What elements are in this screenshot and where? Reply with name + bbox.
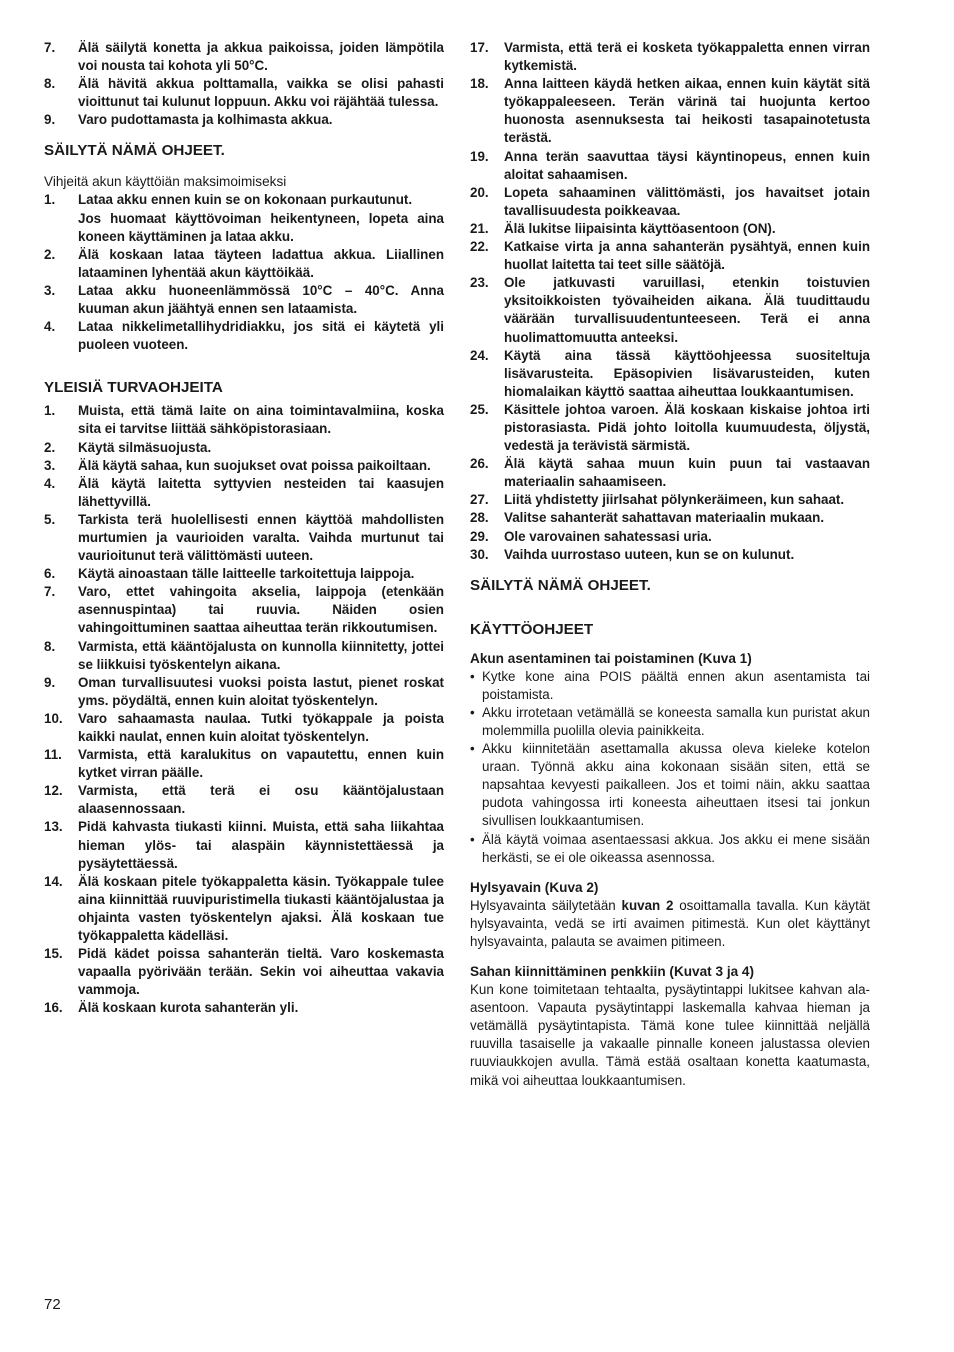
bench-mounting-text: Kun kone toimitetaan tehtaalta, pysäytintappi lukitsee kahvan ala-asentoon. Vapauta pysäytintappi laskemalla kahvaa hieman ja vetämällä pysäytintapista. Tämä kone tulee kiinnittää neljällä ruuvilla tasaiselle ja vakaalle pinnalle koneen jalustassa olevien ruuviaukkojen avulla. Tämä estää osaltaan konetta kaatumasta, mikä voi aiheuttaa loukkaantumisen.: [470, 982, 870, 1088]
general-safety-list-continued: [470, 39, 870, 564]
item-text: Lopeta sahaaminen välittömästi, jos havaitset jotain tavallisuudesta poikkeavaa.: [504, 184, 870, 218]
item-number: 15.: [44, 946, 63, 962]
item-text: Anna laitteen käydä hetken aikaa, ennen kuin käytät sitä työkappaleeseen. Terän värinä tai huojunta kertoo huonosta asennuksesta tai heikosti tasapainotetusta terästä.: [504, 76, 870, 146]
item-text: Jos huomaat käyttövoiman heikentyneen, lopeta aina koneen käyttäminen ja lataa akku.: [78, 210, 444, 244]
bullet-text: Älä käytä voimaa asentaessasi akkua. Jos akku ei mene sisään herkästi, se ei ole oikeassa asennossa.: [482, 831, 870, 865]
list-item: [470, 184, 870, 220]
item-text: Ole jatkuvasti varuillasi, etenkin toistuvien yksitoikkoisten työvaiheiden aikana. Älä tuudittaudu väärään turvallisuudentunteeseen. Terä ei anna huolimattomuutta anteeksi.: [504, 275, 870, 345]
item-number: 25.: [470, 401, 489, 417]
item-text: Varo, ettet vahingoita akselia, laippoja (etenkään asennuspintaa) tai ruuvia. Näiden osien vahingoittuminen saattaa aiheuttaa terän rikkoutumisen.: [78, 584, 444, 636]
bullet-item: [470, 668, 870, 704]
item-number: 28.: [470, 510, 489, 526]
battery-install-heading: Akun asentaminen tai poistaminen (Kuva 1): [470, 650, 752, 666]
item-text: Liitä yhdistetty jiirlsahat pölynkeräimeen, kun sahaat.: [504, 492, 845, 508]
bullet-icon: •: [470, 741, 475, 757]
socket-wrench-heading: Hylsyavain (Kuva 2): [470, 879, 599, 895]
item-text: Varo sahaamasta naulaa. Tutki työkappale ja poista kaikki naulat, ennen kuin aloitat työskentelyn.: [78, 710, 444, 744]
list-item: [44, 818, 444, 872]
list-item: [44, 111, 444, 129]
item-number: 11.: [44, 747, 62, 763]
list-item: [44, 191, 444, 209]
list-item: [44, 782, 444, 818]
left-column: [44, 39, 444, 1018]
item-number: 13.: [44, 819, 63, 835]
list-item: [44, 439, 444, 457]
list-item: [44, 210, 444, 246]
item-text: Varmista, että kääntöjalusta on kunnolla kiinnitetty, jottei se liikkuisi työskentelyn aikana.: [78, 638, 444, 672]
item-number: 21.: [470, 220, 489, 236]
item-text: Älä lukitse liipaisinta käyttöasentoon (ON).: [504, 220, 776, 236]
item-number: 24.: [470, 347, 489, 363]
item-number: 27.: [470, 492, 489, 508]
list-item: [470, 274, 870, 346]
item-number: 5.: [44, 511, 56, 527]
item-number: 18.: [470, 76, 489, 92]
list-item: [44, 999, 444, 1017]
item-number: [44, 210, 78, 246]
item-text: Älä käytä sahaa, kun suojukset ovat poissa paikoiltaan.: [78, 457, 431, 473]
item-number: 30.: [470, 546, 489, 562]
bench-mounting-heading: Sahan kiinnittäminen penkkiin (Kuvat 3 ja 4): [470, 964, 755, 980]
bullet-text: Kytke kone aina POIS päältä ennen akun asentamista tai poistamista.: [482, 668, 870, 702]
item-number: 16.: [44, 1000, 63, 1016]
list-item: [44, 674, 444, 710]
item-number: 17.: [470, 40, 489, 55]
list-item: [470, 491, 870, 509]
general-safety-list: [44, 402, 444, 1017]
bullet-item: [470, 831, 870, 867]
item-text: Varo pudottamasta ja kolhimasta akkua.: [78, 112, 333, 128]
battery-life-tips-list: [44, 191, 444, 354]
item-text: Varmista, että terä ei osu kääntöjalustaan alaasennossaan.: [78, 783, 444, 817]
list-item: [470, 220, 870, 238]
item-text: Vaihda uurrostaso uuteen, kun se on kulunut.: [504, 546, 795, 562]
list-item: [44, 638, 444, 674]
item-number: 1.: [44, 403, 56, 419]
storage-list: [44, 39, 444, 129]
item-text: Älä käytä laitetta syttyvien nesteiden tai kaasujen lähettyvillä.: [78, 475, 444, 509]
item-number: 2.: [44, 246, 56, 262]
item-number: 9.: [44, 112, 56, 128]
list-item: [470, 455, 870, 491]
battery-install-bullets: [470, 668, 870, 867]
list-item: [44, 565, 444, 583]
bullet-text: Akku irrotetaan vetämällä se koneesta samalla kun puristat akun molemmilla puolilla olevia painikkeita.: [482, 704, 870, 738]
item-number: 2.: [44, 439, 56, 455]
list-item: [470, 75, 870, 147]
item-text: Anna terän saavuttaa täysi käyntinopeus, ennen kuin aloitat sahaamisen.: [504, 148, 870, 182]
bullet-icon: •: [470, 831, 475, 847]
item-text: Käsittele johtoa varoen. Älä koskaan kiskaise johtoa irti pistorasiasta. Pidä johto loitolla kuumuudesta, öljystä, vedestä ja terävistä särmistä.: [504, 401, 870, 454]
list-item: [470, 148, 870, 184]
bullet-item: [470, 704, 870, 740]
list-item: [44, 710, 444, 746]
item-text: Lataa akku huoneenlämmössä 10°C – 40°C. Anna kuuman akun jäähtyä ennen sen lataamista.: [78, 282, 444, 317]
item-text: Älä koskaan kurota sahanterän yli.: [78, 1000, 299, 1016]
item-number: 9.: [44, 674, 56, 690]
item-text: Valitse sahanterät sahattavan materiaalin mukaan.: [504, 510, 825, 526]
save-instructions-heading: SÄILYTÄ NÄMÄ OHJEET.: [44, 142, 225, 160]
item-text: Lataa nikkelimetallihydridiakku, jos sitä ei käytetä yli puoleen vuoteen.: [78, 319, 444, 353]
item-text: Varmista, että karalukitus on vapautettu, ennen kuin kytket virran päälle.: [78, 747, 444, 781]
socket-wrench-text-part1: Hylsyavainta säilytetään: [470, 897, 622, 913]
item-number: 10.: [44, 710, 63, 726]
socket-wrench-text: [470, 897, 870, 951]
right-column: [470, 39, 870, 1090]
item-text: Katkaise virta ja anna sahanterän pysähtyä, ennen kuin huollat laitetta tai teet sille säätöjä.: [504, 239, 870, 273]
item-number: 7.: [44, 40, 56, 55]
item-text: Ole varovainen sahatessasi uria.: [504, 528, 712, 544]
item-number: 4.: [44, 319, 56, 335]
bullet-text: Akku kiinnitetään asettamalla akussa oleva kieleke kotelon uraan. Työnnä akku aina kokonaan sisään siten, että se napsahtaa kevyesti paikalleen. Jos et toimi näin, akku saattaa pudota vahingossa irti koneesta aiheuttaen itsesi tai jonkun sivullisen loukkaantumisen.: [482, 741, 870, 829]
item-text: Oman turvallisuutesi vuoksi poista lastut, pienet roskat yms. pöydältä, ennen kuin aloitat työskentelyn.: [78, 674, 444, 708]
item-number: 20.: [470, 184, 489, 200]
item-number: 4.: [44, 475, 56, 491]
item-text: Älä hävitä akkua polttamalla, vaikka se olisi pahasti vioittunut tai kulunut loppuun. Akku voi räjähtää tulessa.: [78, 76, 444, 110]
list-item: [44, 945, 444, 999]
list-item: [44, 402, 444, 438]
list-item: [44, 511, 444, 565]
bullet-icon: •: [470, 704, 475, 720]
item-text: Käytä aina tässä käyttöohjeessa suositeltuja lisävarusteita. Epäsopivien lisävarusteiden, kuten hiomalaikan käyttö saattaa aiheuttaa loukkaantumisen.: [504, 347, 870, 399]
item-number: 29.: [470, 528, 489, 544]
list-item: [470, 347, 870, 401]
list-item: [44, 318, 444, 354]
bullet-item: [470, 740, 870, 830]
list-item: [470, 528, 870, 546]
item-text: Varmista, että terä ei kosketa työkappaletta ennen virran kytkemistä.: [504, 40, 870, 74]
item-text: Älä käytä sahaa muun kuin puun tai vastaavan materiaalin sahaamiseen.: [504, 456, 870, 490]
item-text: Pidä kädet poissa sahanterän tieltä. Varo koskemasta vapaalla pyörivään terään. Sekin voi aiheuttaa vakavia vammoja.: [78, 946, 444, 998]
list-item: [44, 475, 444, 511]
item-number: 8.: [44, 76, 56, 92]
operating-instructions-heading: KÄYTTÖOHJEET: [470, 620, 594, 638]
item-number: 22.: [470, 239, 489, 255]
item-text: Pidä kahvasta tiukasti kiinni. Muista, että saha liikahtaa hieman ylös- tai alaspäin käynnistettäessä ja pysäytettäessä.: [78, 819, 444, 871]
item-text: Älä koskaan pitele työkappaletta käsin. Työkappale tulee aina kiinnittää ruuvipuristimella tiukasti kääntöjalustaa ja ohjainta vasten työskentelyn ajaksi. Älä koskaan tue työkappaletta kädelläsi.: [78, 873, 444, 944]
bullet-icon: •: [470, 668, 475, 684]
item-number: 3.: [44, 457, 56, 473]
item-text: Käytä ainoastaan tälle laitteelle tarkoitettuja laippoja.: [78, 566, 415, 582]
socket-wrench-figure-ref: kuvan 2: [621, 897, 674, 913]
save-instructions-heading-2: SÄILYTÄ NÄMÄ OHJEET.: [470, 576, 651, 594]
list-item: [44, 746, 444, 782]
socket-wrench-text-part2: osoittamalla tavalla. Kun käytät hylsyavainta, vedä se irti avaimen pitimestä. Kun olet käyttänyt hylsyavainta, palauta se avaimen pitimeen.: [470, 897, 870, 949]
list-item: [44, 282, 444, 318]
item-number: 6.: [44, 566, 56, 582]
list-item: [44, 246, 444, 282]
item-number: 7.: [44, 584, 56, 600]
list-item: [44, 39, 444, 75]
item-number: 12.: [44, 783, 63, 799]
item-text: Tarkista terä huolellisesti ennen käyttöä mahdollisten murtumien ja vaurioiden varalta. Vaihda murtunut tai vaurioitunut terä välittömästi uuteen.: [78, 511, 444, 564]
item-text: Käytä silmäsuojusta.: [78, 439, 212, 455]
list-item: [470, 238, 870, 274]
general-safety-heading: YLEISIÄ TURVAOHJEITA: [44, 379, 223, 397]
battery-life-tips-heading: Vihjeitä akun käyttöiän maksimoimiseksi: [44, 174, 287, 190]
list-item: [470, 401, 870, 455]
list-item: [470, 546, 870, 564]
item-number: 19.: [470, 148, 489, 164]
item-text: Älä säilytä konetta ja akkua paikoissa, joiden lämpötila voi nousta tai kohota yli 50°C.: [78, 40, 444, 74]
item-text: Älä koskaan lataa täyteen ladattua akkua. Liiallinen lataaminen lyhentää akun käyttöikää.: [78, 246, 444, 280]
item-number: 23.: [470, 275, 489, 291]
list-item: [44, 873, 444, 945]
item-number: 1.: [44, 192, 56, 208]
item-text: Lataa akku ennen kuin se on kokonaan purkautunut.: [78, 192, 413, 208]
list-item: [44, 457, 444, 475]
list-item: [470, 39, 870, 75]
item-number: 14.: [44, 873, 63, 889]
list-item: [470, 509, 870, 527]
item-number: 8.: [44, 638, 56, 654]
item-number: 3.: [44, 282, 56, 298]
item-number: 26.: [470, 456, 489, 472]
page-number: 72: [44, 1296, 61, 1313]
list-item: [44, 583, 444, 637]
item-text: Muista, että tämä laite on aina toimintavalmiina, koska sita ei tarvitse liittää sähköpistorasiaan.: [78, 403, 444, 437]
list-item: [44, 75, 444, 111]
